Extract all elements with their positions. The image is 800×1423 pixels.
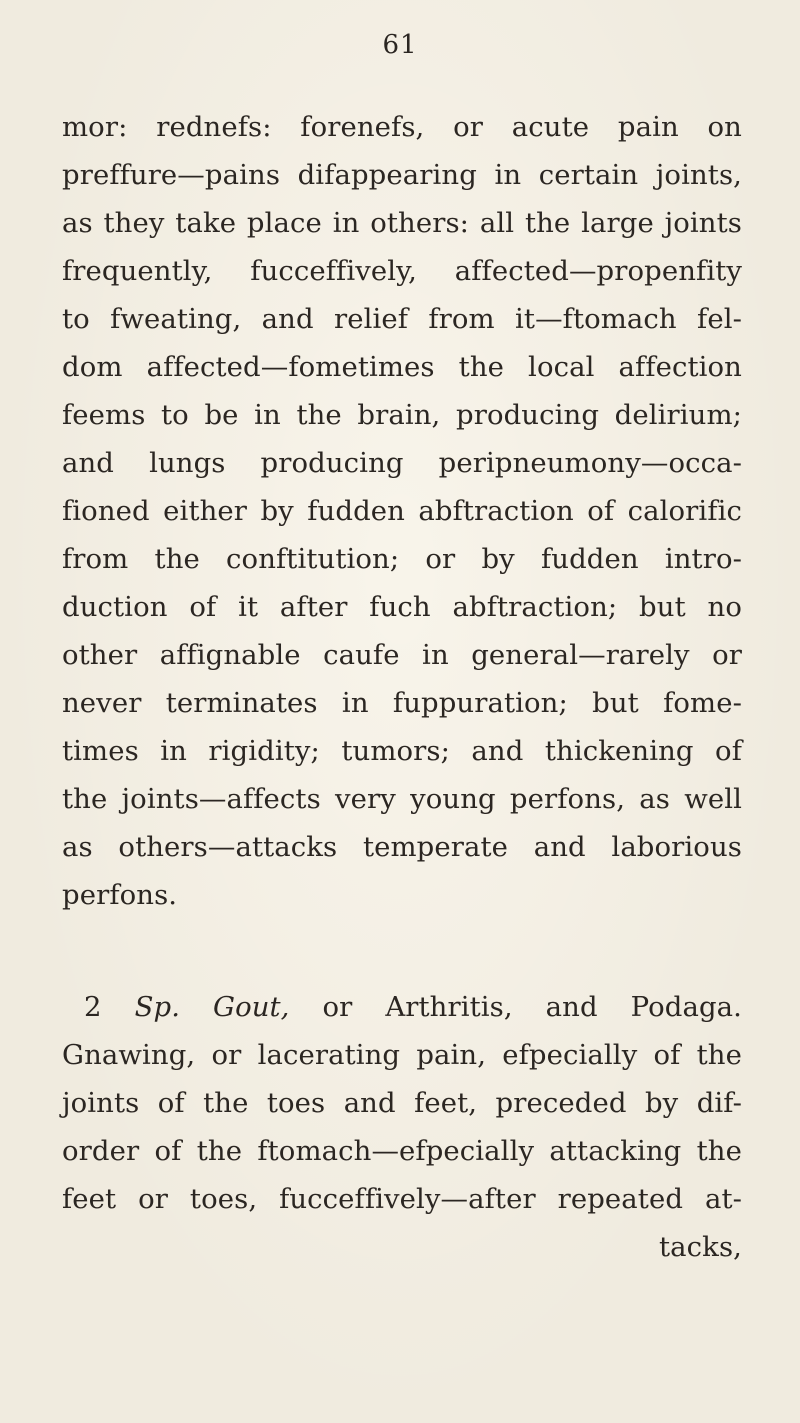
- species-name: Gout,: [213, 991, 290, 1023]
- text-line: as others—attacks temperate and laborious: [62, 831, 742, 863]
- text-line: times in rigidity; tumors; and thickening of: [62, 735, 742, 767]
- text-line: order of the ftomach—efpecially attacking the: [62, 1135, 742, 1167]
- species-heading: [84, 983, 742, 1031]
- text-line: duction of it after fuch abftraction; but no: [62, 591, 742, 623]
- species-number: 2: [84, 991, 102, 1023]
- text-line: from the conftitution; or by fudden intro-: [62, 543, 742, 575]
- species-synonyms: or Arthritis, and Podaga.: [322, 991, 743, 1023]
- text-line: as they take place in others: all the large joints: [62, 207, 742, 239]
- text-line: and lungs producing peripneumony—occa-: [62, 447, 742, 479]
- text-line: joints of the toes and feet, preceded by dif-: [62, 1087, 742, 1119]
- page-number: 61: [382, 30, 418, 60]
- text-line: feems to be in the brain, producing delirium;: [62, 399, 742, 431]
- text-line: perfons.: [62, 879, 178, 911]
- text-line: frequently, fucceffively, affected—propenfity: [62, 255, 742, 287]
- text-line: other affignable caufe in general—rarely or: [62, 639, 742, 671]
- text-line: mor: rednefs: forenefs, or acute pain on: [62, 111, 742, 143]
- text-line: the joints—affects very young perfons, as well: [62, 783, 742, 815]
- text-line: never terminates in fuppuration; but fome-: [62, 687, 742, 719]
- text-line: to fweating, and relief from it—ftomach fel-: [62, 303, 742, 335]
- text-line: Gnawing, or lacerating pain, efpecially of the: [62, 1039, 742, 1071]
- text-line: preffure—pains difappearing in certain joints,: [62, 159, 742, 191]
- text-line: fioned either by fudden abftraction of calorific: [62, 495, 742, 527]
- text-line: dom affected—fometimes the local affection: [62, 351, 742, 383]
- text-line: feet or toes, fucceffively—after repeated at-: [62, 1183, 742, 1215]
- catchword: tacks,: [659, 1231, 742, 1263]
- species-abbreviation: Sp.: [134, 991, 181, 1023]
